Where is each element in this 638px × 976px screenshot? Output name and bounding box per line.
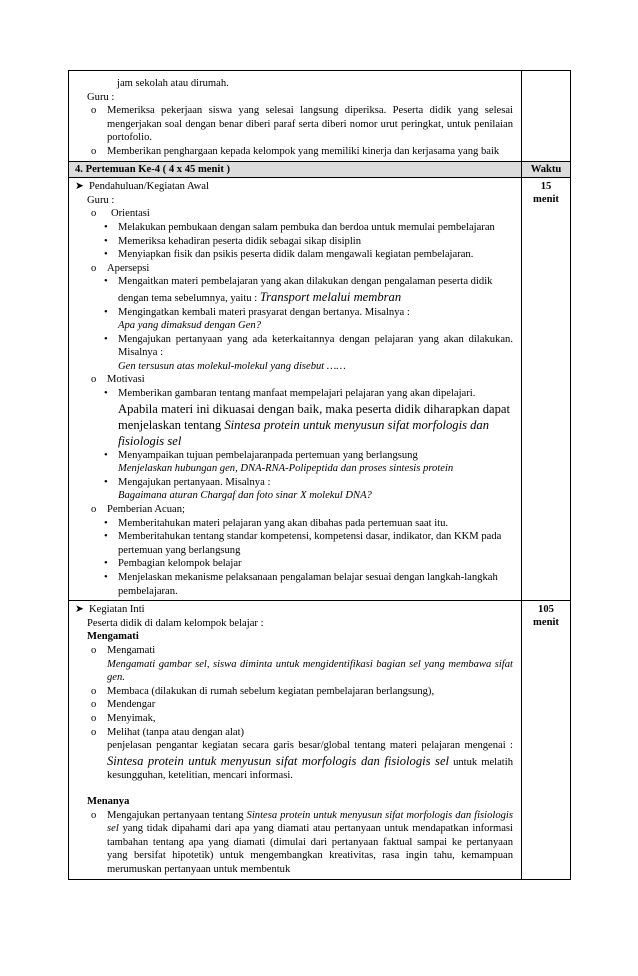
dot-bullet-icon: • [104,558,108,570]
list-item: • Mengajukan pertanyaan yang ada keterkaitannya dengan pelajaran yang akan dilakukan. Misalnya : Gen tersusun atas molekul-molekul yang disebut …… [75,333,513,374]
list-item: • Mengingatkan kembali materi prasyarat dengan bertanya. Misalnya : Apa yang dimaksud dengan Gen? [75,306,513,333]
duration-value: 105 [538,604,554,616]
acuan-item: o Pemberian Acuan; [75,503,513,517]
dot-bullet-icon: • [104,476,108,488]
lesson-plan-document [68,70,569,880]
circle-bullet-icon: o [91,726,97,738]
duration-unit: menit [533,617,559,629]
arrow-bullet-icon: ➤ [75,604,84,616]
circle-bullet-icon: o [91,504,97,516]
list-item: o Memberikan penghargaan kepada kelompok yang memiliki kinerja dan kerjasama yang baik [75,145,513,159]
list-item: o Mengajukan pertanyaan tentang Sintesa protein untuk menyusun sifat morfologis dan fisiologis sel yang tidak dipahami dari apa yang diamati atau pertanyaan untuk mendapatkan informasi tambahan tentang apa yang diamati (dimulai dari pertanyaan faktual sampai ke pertanyaan yang bersifat hipotetik) untuk mengembangkan kreativitas, rasa ingin tahu, kemampuan merumuskan pertanyaan untuk membentuk [75,809,513,877]
menanya-heading: Menanya [87,795,130,807]
circle-bullet-icon: o [91,374,97,386]
list-item: • Memberitahukan materi pelajaran yang akan dibahas pada pertemuan saat itu. [75,517,513,531]
motivasi-item: o Motivasi [75,373,513,387]
arrow-bullet-icon: ➤ [75,181,84,193]
time-column-header: Waktu [530,163,562,175]
circle-bullet-icon: o [91,644,97,656]
meeting-title: 4. Pertemuan Ke-4 ( 4 x 45 menit ) [75,163,231,175]
dot-bullet-icon: • [104,221,108,233]
continuation-text: jam sekolah atau dirumah. [117,78,229,89]
dot-bullet-icon: • [104,276,108,288]
dot-bullet-icon: • [104,531,108,543]
duration-unit: menit [533,194,559,206]
list-item: • Memeriksa kehadiran peserta didik sebagai sikap disiplin [75,235,513,249]
apersepsi-item: o Apersepsi [75,262,513,276]
circle-bullet-icon: o [91,809,97,821]
dot-bullet-icon: • [104,517,108,529]
guru-label: Guru : [87,91,115,103]
dot-bullet-icon: • [104,306,108,318]
list-item: • Menyampaikan tujuan pembelajaranpada pertemuan yang berlangsung Menjelaskan hubungan gen, DNA-RNA-Polipeptida dan proses sintesis protein [75,449,513,476]
circle-bullet-icon: o [91,262,97,274]
list-item: o Mendengar [75,698,513,712]
mengamati-heading: Mengamati [87,631,139,643]
orientasi-item: o Orientasi [75,207,513,221]
list-item: • Memberikan gambaran tentang manfaat mempelajari pelajaran yang akan dipelajari. Apabila materi ini dikuasai dengan baik, maka peserta didik diharapkan dapat menjelaskan tentang Sintesa protein untuk menyusun sifat morfologis dan fisiologis sel [75,387,513,449]
list-item: • Memberitahukan tentang standar kompetensi, kompetensi dasar, indikator, dan KKM pada pertemuan yang berlangsung [75,530,513,557]
guru-label: Guru : [87,194,115,206]
dot-bullet-icon: • [104,333,108,345]
circle-bullet-icon: o [91,712,97,724]
list-item: o Mengamati Mengamati gambar sel, siswa diminta untuk mengidentifikasi bagian sel yang membawa sifat gen. [75,644,513,685]
duration-value: 15 [540,181,552,193]
dot-bullet-icon: • [104,249,108,261]
intro-text: Peserta didik di dalam kelompok belajar : [87,617,264,629]
list-item: o Membaca (dilakukan di rumah sebelum kegiatan pembelajaran berlangsung), [75,685,513,699]
kegiatan-inti-row [69,601,571,880]
list-item: o Menyimak, [75,712,513,726]
dot-bullet-icon: • [104,449,108,461]
circle-bullet-icon: o [91,699,97,711]
list-item: o Memeriksa pekerjaan siswa yang selesai langsung diperiksa. Peserta didik yang selesai mengerjakan soal dengan benar diberi paraf serta diberi nomor urut peringkat, untuk penilaian portofolio. [75,104,513,145]
list-item: • Pembagian kelompok belajar [75,557,513,571]
circle-bullet-icon: o [91,208,97,220]
circle-bullet-icon: o [91,145,97,157]
section-heading: ➤ Kegiatan Inti [75,604,145,616]
list-item: • Melakukan pembukaan dengan salam pembuka dan berdoa untuk memulai pembelajaran [75,221,513,235]
list-item: o Melihat (tanpa atau dengan alat) penjelasan pengantar kegiatan secara garis besar/global tentang materi pelajaran mengenai : Sintesa protein untuk menyusun sifat morfologis dan fisiologis sel untuk melatih kesungguhan, ketelitian, mencari informasi. [75,726,513,783]
lesson-plan-table [68,70,571,880]
section-heading: ➤ Pendahuluan/Kegiatan Awal [75,181,209,193]
dot-bullet-icon: • [104,235,108,247]
list-item: • Menyiapkan fisik dan psikis peserta didik dalam mengawali kegiatan pembelajaran. [75,248,513,262]
dot-bullet-icon: • [104,388,108,400]
list-item: • Mengaitkan materi pembelajaran yang akan dilakukan dengan pengalaman peserta didik dengan tema sebelumnya, yaitu : Transport melalui membran [75,275,513,305]
circle-bullet-icon: o [91,685,97,697]
list-item: • Mengajukan pertanyaan. Misalnya : Bagaimana aturan Chargaf dan foto sinar X molekul DNA? [75,476,513,503]
meeting-header-row [69,161,571,178]
circle-bullet-icon: o [91,105,97,117]
continuation-row [69,71,571,162]
list-item: • Menjelaskan mekanisme pelaksanaan pengalaman belajar sesuai dengan langkah-langkah pembelajaran. [75,571,513,598]
pendahuluan-row [69,178,571,601]
dot-bullet-icon: • [104,572,108,583]
